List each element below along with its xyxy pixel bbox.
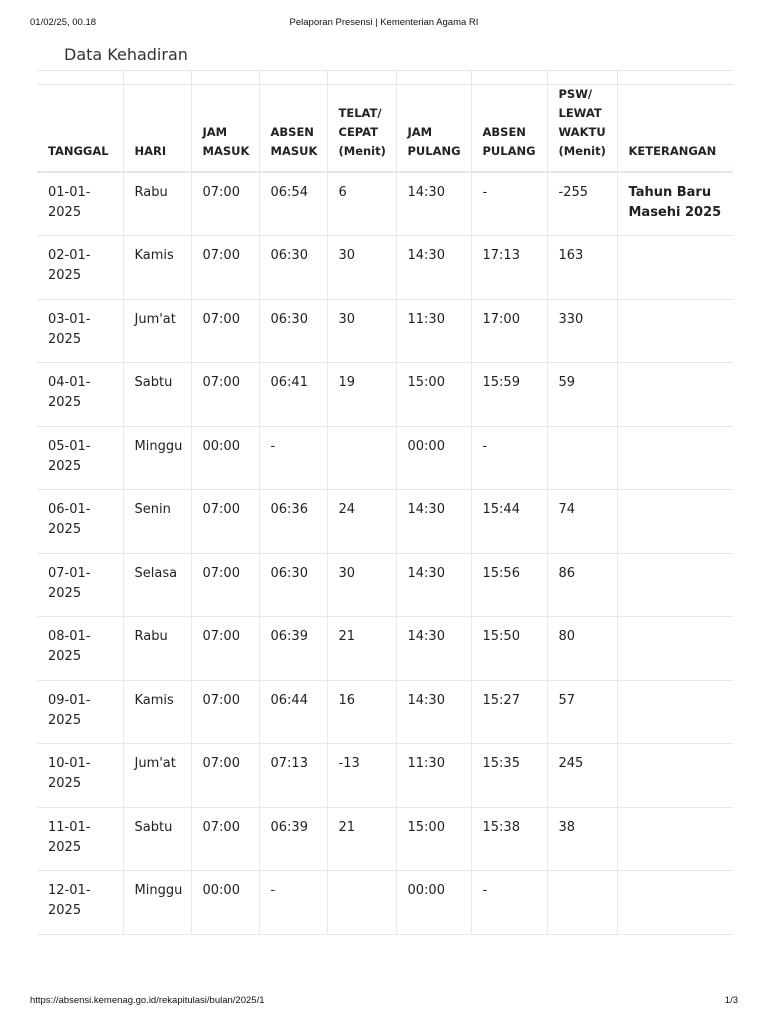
telat-cell: 16 — [327, 680, 396, 744]
day-cell: Sabtu — [123, 363, 191, 427]
keterangan-cell: Tahun Baru Masehi 2025 — [617, 172, 733, 236]
date-cell: 02-01- 2025 — [37, 236, 123, 300]
psw-cell: 59 — [547, 363, 617, 427]
jam-masuk-cell: 07:00 — [191, 617, 259, 681]
page-url: https://absensi.kemenag.go.id/rekapitulasi/bulan/2025/1 — [30, 995, 265, 1006]
date-cell: 04-01- 2025 — [37, 363, 123, 427]
absen-pulang-cell: 15:38 — [471, 807, 547, 871]
keterangan-cell — [617, 363, 733, 427]
jam-pulang-cell: 14:30 — [396, 680, 471, 744]
psw-cell: 57 — [547, 680, 617, 744]
absen-masuk-cell: 07:13 — [259, 744, 327, 808]
keterangan-cell — [617, 553, 733, 617]
jam-masuk-cell: 07:00 — [191, 236, 259, 300]
table-row — [37, 744, 733, 808]
column-gridline — [547, 70, 548, 84]
jam-pulang-cell: 11:30 — [396, 744, 471, 808]
day-cell: Jum'at — [123, 744, 191, 808]
telat-cell: 30 — [327, 236, 396, 300]
psw-cell: 330 — [547, 299, 617, 363]
day-cell: Sabtu — [123, 807, 191, 871]
table-row — [37, 553, 733, 617]
page-number: 1/3 — [724, 995, 738, 1006]
jam-masuk-cell: 07:00 — [191, 553, 259, 617]
date-cell: 08-01- 2025 — [37, 617, 123, 681]
keterangan-cell — [617, 490, 733, 554]
psw-cell: 74 — [547, 490, 617, 554]
column-header: KETERANGAN — [617, 85, 733, 173]
jam-pulang-cell: 15:00 — [396, 807, 471, 871]
keterangan-cell — [617, 617, 733, 681]
keterangan-cell — [617, 236, 733, 300]
column-gridline — [327, 70, 328, 84]
print-datetime: 01/02/25, 00.18 — [30, 17, 97, 28]
psw-cell: 245 — [547, 744, 617, 808]
date-cell: 03-01- 2025 — [37, 299, 123, 363]
table-row — [37, 363, 733, 427]
telat-cell — [327, 871, 396, 935]
jam-pulang-cell: 00:00 — [396, 871, 471, 935]
absen-pulang-cell: - — [471, 871, 547, 935]
jam-pulang-cell: 11:30 — [396, 299, 471, 363]
table-row — [37, 680, 733, 744]
psw-cell: -255 — [547, 172, 617, 236]
jam-pulang-cell: 14:30 — [396, 490, 471, 554]
jam-masuk-cell: 07:00 — [191, 807, 259, 871]
absen-pulang-cell: 15:59 — [471, 363, 547, 427]
column-gridline — [617, 70, 618, 84]
psw-cell: 80 — [547, 617, 617, 681]
telat-cell: 30 — [327, 299, 396, 363]
date-cell: 10-01- 2025 — [37, 744, 123, 808]
absen-masuk-cell: 06:30 — [259, 299, 327, 363]
date-cell: 07-01- 2025 — [37, 553, 123, 617]
table-row — [37, 172, 733, 236]
table-row — [37, 236, 733, 300]
keterangan-cell — [617, 299, 733, 363]
jam-pulang-cell: 14:30 — [396, 236, 471, 300]
jam-masuk-cell: 07:00 — [191, 744, 259, 808]
jam-pulang-cell: 14:30 — [396, 617, 471, 681]
day-cell: Selasa — [123, 553, 191, 617]
day-cell: Rabu — [123, 617, 191, 681]
absen-masuk-cell: 06:39 — [259, 807, 327, 871]
absen-pulang-cell: - — [471, 426, 547, 490]
keterangan-cell — [617, 744, 733, 808]
day-cell: Kamis — [123, 236, 191, 300]
jam-pulang-cell: 14:30 — [396, 553, 471, 617]
absen-pulang-cell: 15:44 — [471, 490, 547, 554]
absen-masuk-cell: - — [259, 871, 327, 935]
table-row — [37, 617, 733, 681]
attendance-table — [37, 84, 733, 935]
column-header: TELAT/ CEPAT (Menit) — [327, 85, 396, 173]
absen-masuk-cell: 06:54 — [259, 172, 327, 236]
absen-pulang-cell: - — [471, 172, 547, 236]
column-header: JAM MASUK — [191, 85, 259, 173]
print-header — [30, 17, 738, 31]
absen-pulang-cell: 17:00 — [471, 299, 547, 363]
jam-pulang-cell: 00:00 — [396, 426, 471, 490]
absen-pulang-cell: 15:27 — [471, 680, 547, 744]
date-cell: 05-01- 2025 — [37, 426, 123, 490]
telat-cell: 30 — [327, 553, 396, 617]
column-header: TANGGAL — [37, 85, 123, 173]
section-title: Data Kehadiran — [64, 45, 188, 64]
jam-masuk-cell: 07:00 — [191, 299, 259, 363]
absen-masuk-cell: 06:39 — [259, 617, 327, 681]
telat-cell: 19 — [327, 363, 396, 427]
day-cell: Minggu — [123, 426, 191, 490]
jam-masuk-cell: 00:00 — [191, 871, 259, 935]
telat-cell: 24 — [327, 490, 396, 554]
absen-masuk-cell: - — [259, 426, 327, 490]
date-cell: 01-01- 2025 — [37, 172, 123, 236]
date-cell: 11-01- 2025 — [37, 807, 123, 871]
column-gridline — [471, 70, 472, 84]
jam-pulang-cell: 14:30 — [396, 172, 471, 236]
absen-pulang-cell: 17:13 — [471, 236, 547, 300]
telat-cell: 21 — [327, 807, 396, 871]
telat-cell — [327, 426, 396, 490]
day-cell: Kamis — [123, 680, 191, 744]
print-footer — [30, 995, 738, 1009]
table-row — [37, 299, 733, 363]
column-header: PSW/ LEWAT WAKTU (Menit) — [547, 85, 617, 173]
day-cell: Rabu — [123, 172, 191, 236]
psw-cell — [547, 426, 617, 490]
date-cell: 12-01- 2025 — [37, 871, 123, 935]
table-row — [37, 807, 733, 871]
day-cell: Senin — [123, 490, 191, 554]
day-cell: Minggu — [123, 871, 191, 935]
psw-cell: 38 — [547, 807, 617, 871]
keterangan-cell — [617, 807, 733, 871]
absen-pulang-cell: 15:50 — [471, 617, 547, 681]
jam-masuk-cell: 07:00 — [191, 172, 259, 236]
absen-pulang-cell: 15:56 — [471, 553, 547, 617]
column-header: JAM PULANG — [396, 85, 471, 173]
date-cell: 06-01- 2025 — [37, 490, 123, 554]
jam-masuk-cell: 00:00 — [191, 426, 259, 490]
psw-cell: 86 — [547, 553, 617, 617]
absen-masuk-cell: 06:44 — [259, 680, 327, 744]
column-gridline — [396, 70, 397, 84]
absen-masuk-cell: 06:41 — [259, 363, 327, 427]
absen-masuk-cell: 06:30 — [259, 236, 327, 300]
keterangan-cell — [617, 680, 733, 744]
psw-cell: 163 — [547, 236, 617, 300]
telat-cell: -13 — [327, 744, 396, 808]
column-gridline — [123, 70, 124, 84]
column-header: ABSEN PULANG — [471, 85, 547, 173]
column-gridline — [191, 70, 192, 84]
day-cell: Jum'at — [123, 299, 191, 363]
title-divider — [37, 70, 733, 71]
table-body — [37, 172, 733, 934]
jam-masuk-cell: 07:00 — [191, 490, 259, 554]
header-row — [37, 85, 733, 173]
column-header: HARI — [123, 85, 191, 173]
keterangan-cell — [617, 871, 733, 935]
column-gridline — [259, 70, 260, 84]
column-header: ABSEN MASUK — [259, 85, 327, 173]
table-row — [37, 871, 733, 935]
absen-masuk-cell: 06:30 — [259, 553, 327, 617]
absen-masuk-cell: 06:36 — [259, 490, 327, 554]
print-page-title: Pelaporan Presensi | Kementerian Agama RI — [289, 17, 479, 28]
table-row — [37, 490, 733, 554]
telat-cell: 6 — [327, 172, 396, 236]
absen-pulang-cell: 15:35 — [471, 744, 547, 808]
jam-masuk-cell: 07:00 — [191, 680, 259, 744]
telat-cell: 21 — [327, 617, 396, 681]
jam-pulang-cell: 15:00 — [396, 363, 471, 427]
psw-cell — [547, 871, 617, 935]
table-header — [37, 85, 733, 173]
jam-masuk-cell: 07:00 — [191, 363, 259, 427]
keterangan-cell — [617, 426, 733, 490]
table-row — [37, 426, 733, 490]
date-cell: 09-01- 2025 — [37, 680, 123, 744]
